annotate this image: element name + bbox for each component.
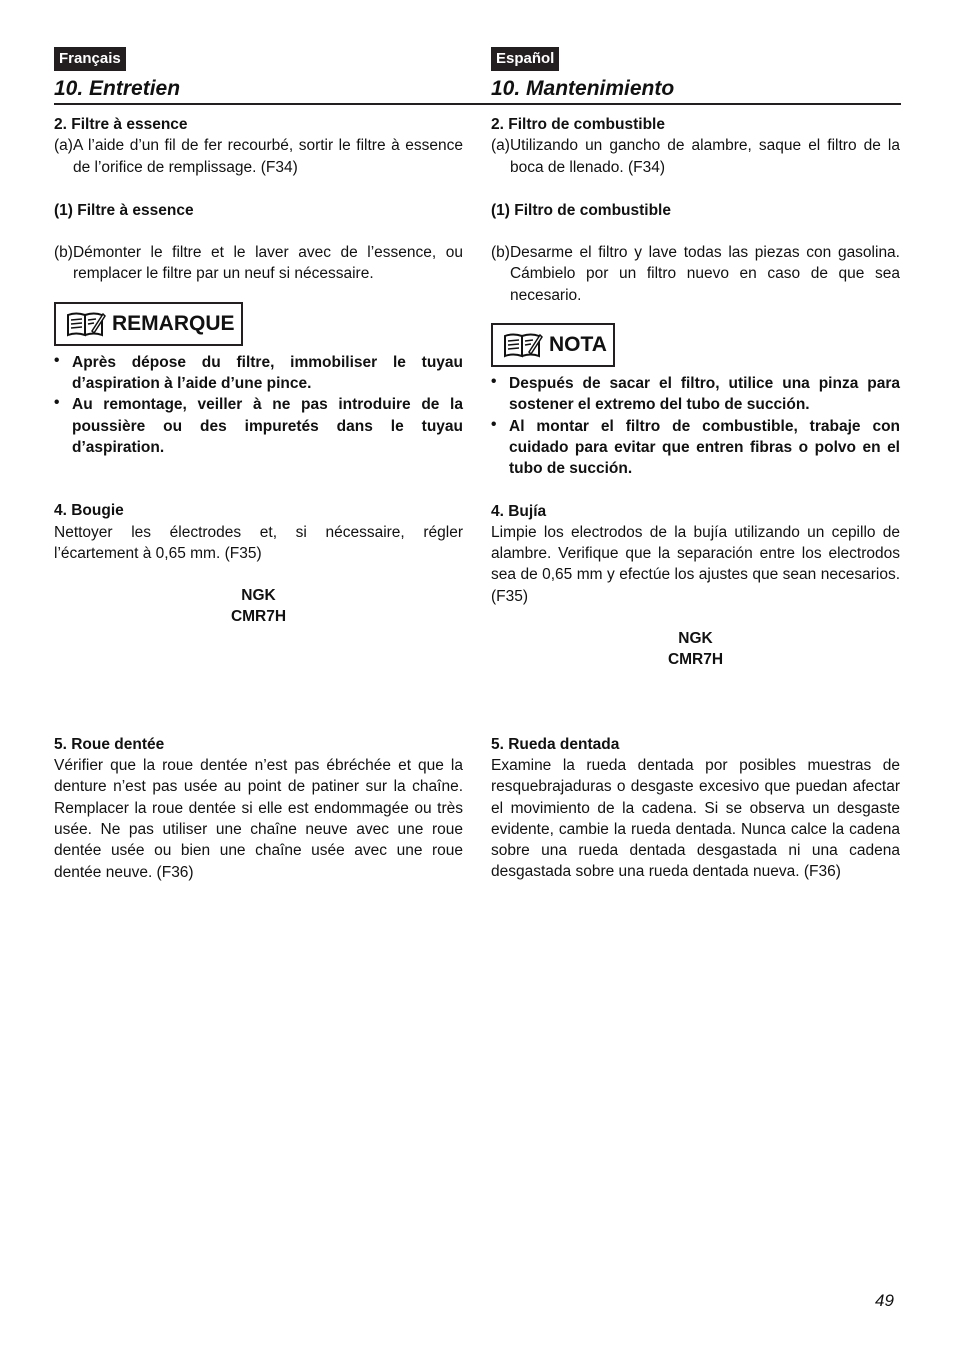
es-note-item: • Después de sacar el filtro, utilice una pinza para sostener el extremo del tubo de succión. [491, 373, 900, 416]
fr-figure-label: (1) Filtre à essence [54, 201, 194, 219]
es-note-item-text: Después de sacar el filtro, utilice una pinza para sostener el extremo del tubo de succión. [509, 375, 900, 414]
es-step-a-text: Utilizando un gancho de alambre, saque el filtro de la boca de llenado. (F34) [509, 137, 900, 176]
es-sprocket-heading: 5. Rueda dentada [491, 735, 620, 753]
french-header [54, 47, 463, 101]
fr-step-a-text: A l’aide d’un fil de fer recourbé, sortir le filtre à essence de l’orifice de remplissage. (F34) [72, 137, 463, 176]
es-note-item-text: Al montar el filtro de combustible, trabaje con cuidado para evitar que entren fibras o polvo en el tubo de succión. [509, 417, 900, 478]
es-step-b-text: Desarme el filtro y lave todas las piezas con gasolina. Cámbielo por un filtro nuevo en caso de que sea necesario. [509, 244, 900, 304]
es-plug-brand: NGK [678, 630, 713, 648]
book-pencil-icon [503, 332, 543, 358]
fr-spark-plug-text: Nettoyer les électrodes et, si nécessaire, régler l’écartement à 0,65 mm. (F35) [54, 523, 463, 562]
fr-step-a-label: (a) [54, 137, 73, 155]
fr-note-label: REMARQUE [112, 311, 235, 335]
fr-step-b-text: Démonter le filtre et le laver avec de l’essence, ou remplacer le filtre par un neuf si nécessaire. [72, 244, 463, 283]
page-number: 49 [875, 1291, 894, 1310]
es-step-b [491, 242, 900, 306]
es-spark-plug-heading: 4. Bujía [491, 502, 547, 520]
fr-step-b [54, 242, 463, 285]
fr-note-item-text: Au remontage, veiller à ne pas introduire de la poussière ou des impuretés dans le tuyau d’aspiration. [72, 396, 463, 456]
book-pencil-icon [66, 311, 106, 337]
fr-step-b-label: (b) [54, 244, 73, 262]
fr-note-item: • Au remontage, veiller à ne pas introduire de la poussière ou des impuretés dans le tuyau d’aspiration. [54, 394, 463, 458]
es-fuel-filter-heading: 2. Filtro de combustible [491, 116, 665, 133]
french-column [54, 114, 463, 883]
es-note-box [491, 323, 615, 367]
es-step-a-label: (a) [491, 137, 510, 155]
es-plug-model: CMR7H [667, 651, 724, 669]
fr-step-a [54, 135, 463, 178]
fr-sprocket-text: Vérifier que la roue dentée n’est pas ébréchée et que la denture n’est pas usée au point de patiner sur la chaîne. Remplacer la roue dentée si elle est endommagée ou très usée. Ne pas utiliser une chaîne neuve avec une roue dentée usée ou bien une chaîne usée avec une roue dentée neuve. (F36) [54, 757, 463, 881]
es-step-b-label: (b) [491, 244, 510, 262]
es-note-item: • Al montar el filtro de combustible, trabaje con cuidado para evitar que entren fibras o polvo en el tubo de succión. [491, 416, 900, 480]
fr-fuel-filter-heading: 2. Filtre à essence [54, 116, 188, 133]
fr-spark-plug-heading: 4. Bougie [54, 502, 124, 520]
es-note-label: NOTA [549, 333, 607, 357]
section-title-french: 10. Entretien [54, 77, 181, 100]
fr-note-box [54, 302, 243, 346]
fr-note-item-text: Après dépose du filtre, immobiliser le tuyau d’aspiration à l’aide d’une pince. [72, 353, 463, 393]
es-step-a [491, 135, 900, 178]
spanish-header [491, 47, 900, 101]
fr-plug-brand: NGK [241, 587, 276, 605]
language-tab-french: Français [54, 47, 126, 71]
es-figure-label: (1) Filtro de combustible [491, 201, 671, 219]
spanish-column [491, 114, 900, 883]
fr-note-item: • Après dépose du filtre, immobiliser le tuyau d’aspiration à l’aide d’une pince. [54, 352, 463, 395]
fr-plug-model: CMR7H [230, 608, 287, 626]
language-tab-spanish: Español [491, 47, 559, 71]
header-rule [54, 103, 901, 105]
section-title-spanish: 10. Mantenimiento [491, 77, 675, 100]
es-spark-plug-text: Limpie los electrodos de la bujía utilizando un cepillo de alambre. Verifique que la separación entre los electrodos sea de 0,65 mm y efectúe los ajustes que sean necesarios. (F35) [491, 523, 900, 605]
fr-sprocket-heading: 5. Roue dentée [54, 735, 165, 753]
es-sprocket-text: Examine la rueda dentada por posibles muestras de resquebrajaduras o desgaste excesivo que puedan afectar el movimiento de la cadena. Si se observa un desgaste evidente, cambie la rueda dentada. Nunca calce la cadena sobre una rueda dentada desgastada ni una cadena desgastada sobre una rueda dentada nueva. (F36) [491, 756, 900, 881]
